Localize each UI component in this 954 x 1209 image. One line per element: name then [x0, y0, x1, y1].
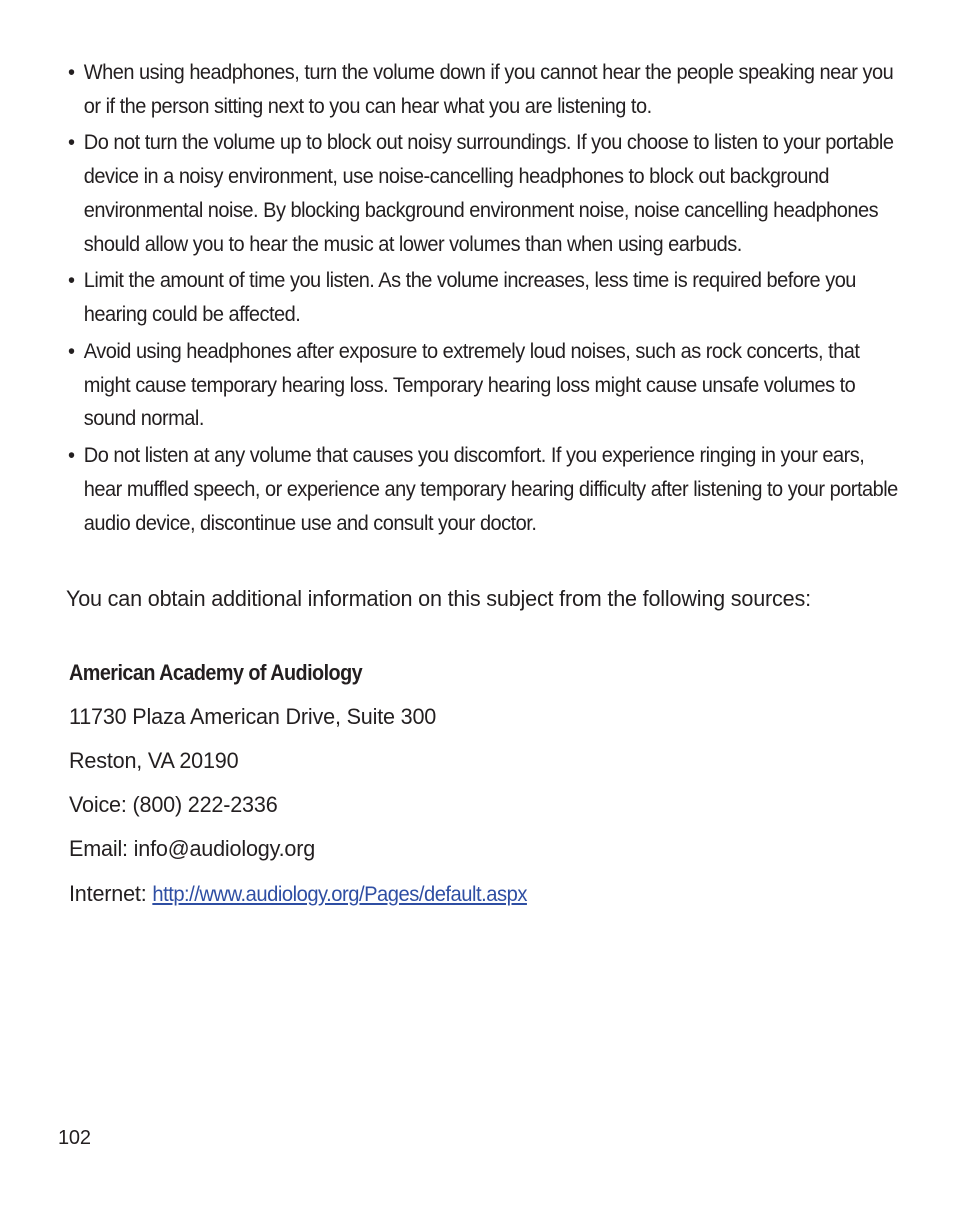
bullet-marker: •	[68, 268, 75, 293]
intro-paragraph: You can obtain additional information on this subject from the following sources:	[66, 586, 811, 611]
email-line: Email: info@audiology.org	[69, 836, 316, 861]
bullet-marker: •	[68, 130, 75, 155]
bullet-text: When using headphones, turn the volume down if you cannot hear the people speaking near you or if the person sitting next to you can hear what you are listening to.	[83, 60, 894, 118]
bullet-item	[68, 439, 907, 540]
page-number: 102	[58, 1127, 91, 1149]
organization-name: American Academy of Audiology	[69, 660, 363, 685]
bullet-item	[68, 56, 907, 124]
bullet-item	[68, 126, 907, 261]
bullet-text: Avoid using headphones after exposure to extremely loud noises, such as rock concerts, that might cause temporary hearing loss. Temporary hearing loss might cause unsafe volumes to sound normal.	[83, 338, 860, 431]
bullet-item	[68, 264, 907, 332]
address-line-2: Reston, VA 20190	[69, 748, 239, 773]
bullet-text: Do not turn the volume up to block out noisy surroundings. If you choose to listen to your portable device in a noisy environment, use noise-cancelling headphones to block out background environmental noise. By blocking background environment noise, noise cancelling headphones should allow you to hear the music at lower volumes than when using earbuds.	[83, 130, 894, 256]
internet-label: Internet:	[69, 881, 153, 906]
internet-link[interactable]: http://www.audiology.org/Pages/default.aspx	[152, 883, 527, 906]
internet-line	[69, 881, 527, 907]
bullet-marker: •	[68, 442, 75, 467]
bullet-list	[68, 56, 898, 543]
bullet-item	[68, 335, 907, 436]
bullet-text: Do not listen at any volume that causes you discomfort. If you experience ringing in your ears, hear muffled speech, or experience any temporary hearing difficulty after listening to your portable audio device, discontinue use and consult your doctor.	[83, 442, 898, 535]
bullet-marker: •	[68, 60, 75, 84]
address-line-1: 11730 Plaza American Drive, Suite 300	[69, 704, 437, 729]
bullet-text: Limit the amount of time you listen. As the volume increases, less time is required before you hearing could be affected.	[83, 268, 856, 327]
bullet-marker: •	[68, 338, 75, 363]
voice-line: Voice: (800) 222-2336	[69, 792, 278, 817]
